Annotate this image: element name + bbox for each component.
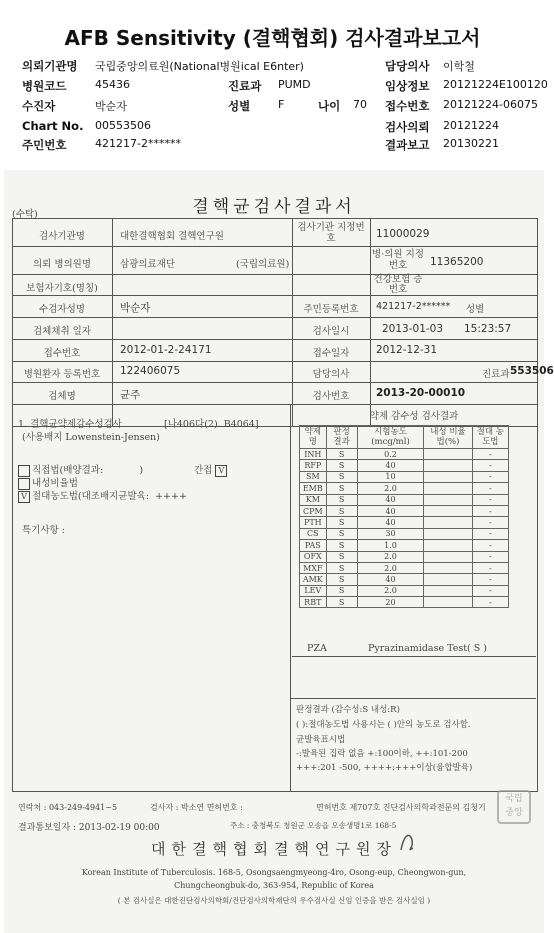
report-rrn-value: 421217-2****** xyxy=(376,301,451,312)
receipt-label: 접수번호 xyxy=(385,99,430,113)
test-time-value: 15:23:57 xyxy=(464,323,512,335)
cell-abs: - xyxy=(472,562,508,573)
cell-result: S xyxy=(326,460,357,471)
hospital-name-sub: (국립의료원) xyxy=(236,259,290,270)
cell-result: S xyxy=(326,528,357,539)
table-row xyxy=(300,574,509,585)
cell-abs: - xyxy=(472,505,508,516)
patient-label: 수진자 xyxy=(22,99,56,113)
lab-label: 검사기관명 xyxy=(39,231,85,242)
cell-drug: OFX xyxy=(300,551,327,562)
col-concentration: 시험농도 (mcg/ml) xyxy=(357,426,424,449)
cell-ratio xyxy=(424,585,472,596)
table-row xyxy=(300,449,509,460)
cell-result: S xyxy=(326,585,357,596)
table-row xyxy=(300,528,509,539)
option-indirect: 간접 V xyxy=(194,462,229,477)
cell-ratio xyxy=(424,540,472,551)
cell-result: S xyxy=(326,471,357,482)
request-label: 검사의뢰 xyxy=(385,120,430,134)
cell-abs: - xyxy=(472,597,508,608)
cell-conc: 40 xyxy=(357,574,424,585)
cell-ratio xyxy=(424,597,472,608)
cell-conc: 40 xyxy=(357,517,424,528)
indirect-checkbox: V xyxy=(215,465,227,477)
lab-id-value: 11000029 xyxy=(376,228,430,240)
option-direct: 직접법(배양결과: ) xyxy=(18,462,143,477)
cell-drug: INH xyxy=(300,449,327,460)
cell-conc: 2.0 xyxy=(357,483,424,494)
scanned-report xyxy=(4,170,554,933)
cell-ratio xyxy=(424,471,472,482)
legend-line-1: 판정결과 (감수성:S 내성:R) xyxy=(296,705,400,715)
table-row xyxy=(300,551,509,562)
legend-line-3: 균발육표시법 xyxy=(296,735,346,745)
footer-license: 면허번호 제707호 진단검사의학과전문의 김청기 xyxy=(316,803,486,812)
clinical-label: 임상정보 xyxy=(385,79,430,93)
report-date-value: 20130221 xyxy=(443,137,499,150)
insurance-label: 보험자기호(명칭) xyxy=(26,283,98,294)
department-label: 진료과 xyxy=(228,79,262,93)
patient-value: 박순자 xyxy=(95,100,127,113)
table-row xyxy=(300,494,509,505)
cell-conc: 2.0 xyxy=(357,585,424,596)
cell-conc: 1.0 xyxy=(357,540,424,551)
table-row xyxy=(300,517,509,528)
sex-label: 성별 xyxy=(228,99,251,113)
sex-value: F xyxy=(278,98,285,111)
legend-line-4: -:발육된 집락 없음 +:100이하, ++:101-200 xyxy=(296,749,468,759)
receipt-date-value: 2012-12-31 xyxy=(376,344,438,356)
doctor-value: 이학철 xyxy=(443,60,475,73)
cell-result: S xyxy=(326,517,357,528)
method-medium: (사용배지 Lowenstein-Jensen) xyxy=(22,432,160,443)
cell-ratio xyxy=(424,494,472,505)
table-row xyxy=(300,483,509,494)
rrn-label: 주민번호 xyxy=(22,138,67,152)
cell-conc: 0.2 xyxy=(357,449,424,460)
specimen-label: 검체명 xyxy=(48,391,76,402)
cell-abs: - xyxy=(472,517,508,528)
cell-conc: 40 xyxy=(357,460,424,471)
request-value: 20121224 xyxy=(443,119,499,132)
cell-result: S xyxy=(326,551,357,562)
patient-name-value: 박순자 xyxy=(120,302,151,314)
legend-line-5: +++:201 -500, ++++:+++이상(융합발육) xyxy=(296,763,473,773)
cell-ratio xyxy=(424,562,472,573)
footer-org-en: Korean Institute of Tuberculosis. 168-5, Osongsaengmyeong-4ro, Osong-eup, Cheongwon-gun, xyxy=(81,868,467,877)
footer-examiner: 검사자 : 박소연 면허번호 : xyxy=(150,803,243,812)
absolute-checkbox: V xyxy=(18,491,30,503)
footer-phone: 연락처 : 043-249-4941~5 xyxy=(18,803,118,812)
institution-label: 의뢰기관명 xyxy=(22,59,78,73)
receipt-no-label: 접수번호 xyxy=(43,348,81,359)
cell-drug: KM xyxy=(300,494,327,505)
receipt-no-value: 2012-01-2-24171 xyxy=(120,344,212,356)
report-dept-value: 553506 xyxy=(510,365,554,377)
cell-result: S xyxy=(326,505,357,516)
legend-line-2: ( ):절대농도법 사용시는 ( )안의 농도로 검사함. xyxy=(296,720,471,730)
cell-drug: AMK xyxy=(300,574,327,585)
cell-drug: EMB xyxy=(300,483,327,494)
department-value: PUMD xyxy=(278,78,311,91)
patient-name-label: 수검자성명 xyxy=(39,304,85,315)
cell-drug: SM xyxy=(300,471,327,482)
cell-ratio xyxy=(424,460,472,471)
col-absolute: 절대 농도법 xyxy=(472,426,508,449)
cell-conc: 40 xyxy=(357,494,424,505)
age-label: 나이 xyxy=(318,99,341,113)
test-date-value: 2013-01-03 xyxy=(382,323,444,335)
cell-ratio xyxy=(424,505,472,516)
cell-conc: 20 xyxy=(357,597,424,608)
results-table xyxy=(299,425,509,608)
table-row xyxy=(300,562,509,573)
option-absolute: V 절대농도법(대조배지균발육: ++++ xyxy=(18,488,187,503)
clinical-value: 20121224E100120 xyxy=(443,78,548,91)
signature-mark xyxy=(398,830,416,854)
col-result: 판정 결과 xyxy=(326,426,357,449)
cell-abs: - xyxy=(472,528,508,539)
cell-abs: - xyxy=(472,585,508,596)
form-number: (수탁) xyxy=(12,209,38,220)
table-row xyxy=(300,471,509,482)
cell-result: S xyxy=(326,449,357,460)
remarks-label: 특기사항 : xyxy=(22,525,65,536)
cell-ratio xyxy=(424,551,472,562)
footer-org-kr: 대한결핵협회결핵연구원장 xyxy=(151,840,397,858)
cell-result: S xyxy=(326,597,357,608)
test-no-value: 2013-20-00010 xyxy=(376,387,466,399)
cell-drug: MXF xyxy=(300,562,327,573)
method-code: [나406다(2). B4064] xyxy=(164,419,259,430)
results-title: 약제 감수성 검사결과 xyxy=(369,411,459,422)
report-sex-label: 성별 xyxy=(466,304,485,315)
rrn-value: 421217-2****** xyxy=(95,137,181,150)
hospital-id-label: 병·의원 지정번호 xyxy=(372,249,424,271)
hospital-code-label: 병원코드 xyxy=(22,79,67,93)
chart-value: 00553506 xyxy=(95,119,151,132)
hospital-name-value: 삼광의료재단 xyxy=(120,259,176,270)
receipt-date-label: 접수일자 xyxy=(312,348,350,359)
cell-result: S xyxy=(326,483,357,494)
method-title: 1. 결핵균약제감수성검사 xyxy=(18,419,122,430)
insurance-card-label: 건강보험 증번호 xyxy=(373,274,423,295)
hospital-code-value: 45436 xyxy=(95,78,130,91)
cell-conc: 30 xyxy=(357,528,424,539)
report-header xyxy=(0,0,548,160)
cell-ratio xyxy=(424,574,472,585)
cell-abs: - xyxy=(472,551,508,562)
cell-ratio xyxy=(424,517,472,528)
cell-drug: PTH xyxy=(300,517,327,528)
table-row xyxy=(300,505,509,516)
pza-value: Pyrazinamidase Test( S ) xyxy=(368,643,487,654)
table-row xyxy=(300,460,509,471)
official-seal-stamp: 국립 중앙 xyxy=(497,790,531,824)
col-drug: 약제명 xyxy=(300,426,327,449)
cell-conc: 2.0 xyxy=(357,551,424,562)
specimen-value: 균주 xyxy=(120,389,141,401)
cell-conc: 2.0 xyxy=(357,562,424,573)
test-date-label: 검사일시 xyxy=(312,326,350,337)
cell-abs: - xyxy=(472,460,508,471)
cell-result: S xyxy=(326,540,357,551)
cell-result: S xyxy=(326,494,357,505)
cell-drug: PAS xyxy=(300,540,327,551)
lab-value: 대한결핵협회 결핵연구원 xyxy=(120,231,224,242)
cell-result: S xyxy=(326,562,357,573)
cell-drug: CPM xyxy=(300,505,327,516)
report-rrn-label: 주민등록번호 xyxy=(303,304,359,315)
cell-ratio xyxy=(424,449,472,460)
age-value: 70 xyxy=(353,98,367,111)
page-title: AFB Sensitivity (결핵협회) 검사결과보고서 xyxy=(64,26,481,50)
cell-abs: - xyxy=(472,574,508,585)
chart-label: Chart No. xyxy=(22,119,84,133)
footer-note: ( 본 검사실은 대한진단검사의학회/진단검사의학재단의 우수검사실 신임 인증을 받은 검사실임 ) xyxy=(117,896,431,905)
cell-drug: RFP xyxy=(300,460,327,471)
footer-report-date: 결과통보일자 : 2013-02-19 00:00 xyxy=(18,823,160,833)
cell-drug: LEV xyxy=(300,585,327,596)
hospital-name-label: 의뢰 병의원명 xyxy=(32,259,92,270)
col-ratio: 내성 비율법(%) xyxy=(424,426,472,449)
table-row xyxy=(300,597,509,608)
cell-abs: - xyxy=(472,471,508,482)
collect-date-label: 검체채취 일자 xyxy=(32,326,92,337)
report-date-label: 결과보고 xyxy=(385,138,430,152)
table-row xyxy=(300,540,509,551)
report-title: 결핵균검사결과서 xyxy=(192,197,356,217)
pza-label: PZA xyxy=(307,643,327,654)
cell-abs: - xyxy=(472,483,508,494)
report-dept-label: 진료과 xyxy=(482,369,510,380)
doctor-label: 담당의사 xyxy=(385,59,430,73)
cell-drug: RBT xyxy=(300,597,327,608)
lab-id-label: 검사기관 지정번호 xyxy=(297,222,365,244)
cell-abs: - xyxy=(472,449,508,460)
table-row xyxy=(300,585,509,596)
option-resistance-ratio: 내성비율법 xyxy=(18,475,78,490)
hospital-id-value: 11365200 xyxy=(430,256,484,268)
cell-drug: CS xyxy=(300,528,327,539)
cell-ratio xyxy=(424,483,472,494)
report-doctor-label: 담당의사 xyxy=(312,369,350,380)
footer-addr-en: Chungcheongbuk-do, 363-954, Republic of Korea xyxy=(174,881,374,890)
cell-abs: - xyxy=(472,540,508,551)
cell-conc: 10 xyxy=(357,471,424,482)
results-header-row xyxy=(300,426,509,449)
cell-ratio xyxy=(424,528,472,539)
footer-address-kr: 주소 : 충청북도 청원군 오송읍 오송생명1로 168-5 xyxy=(230,821,397,830)
cell-conc: 40 xyxy=(357,505,424,516)
cell-result: S xyxy=(326,574,357,585)
receipt-value: 20121224-06075 xyxy=(443,98,538,111)
test-no-label: 검사번호 xyxy=(312,391,350,402)
regno-label: 병원환자 등록번호 xyxy=(23,369,101,380)
regno-value: 122406075 xyxy=(120,365,181,377)
cell-abs: - xyxy=(472,494,508,505)
institution-value: 국립중앙의료원(National병원ical E6nter) xyxy=(95,60,304,73)
